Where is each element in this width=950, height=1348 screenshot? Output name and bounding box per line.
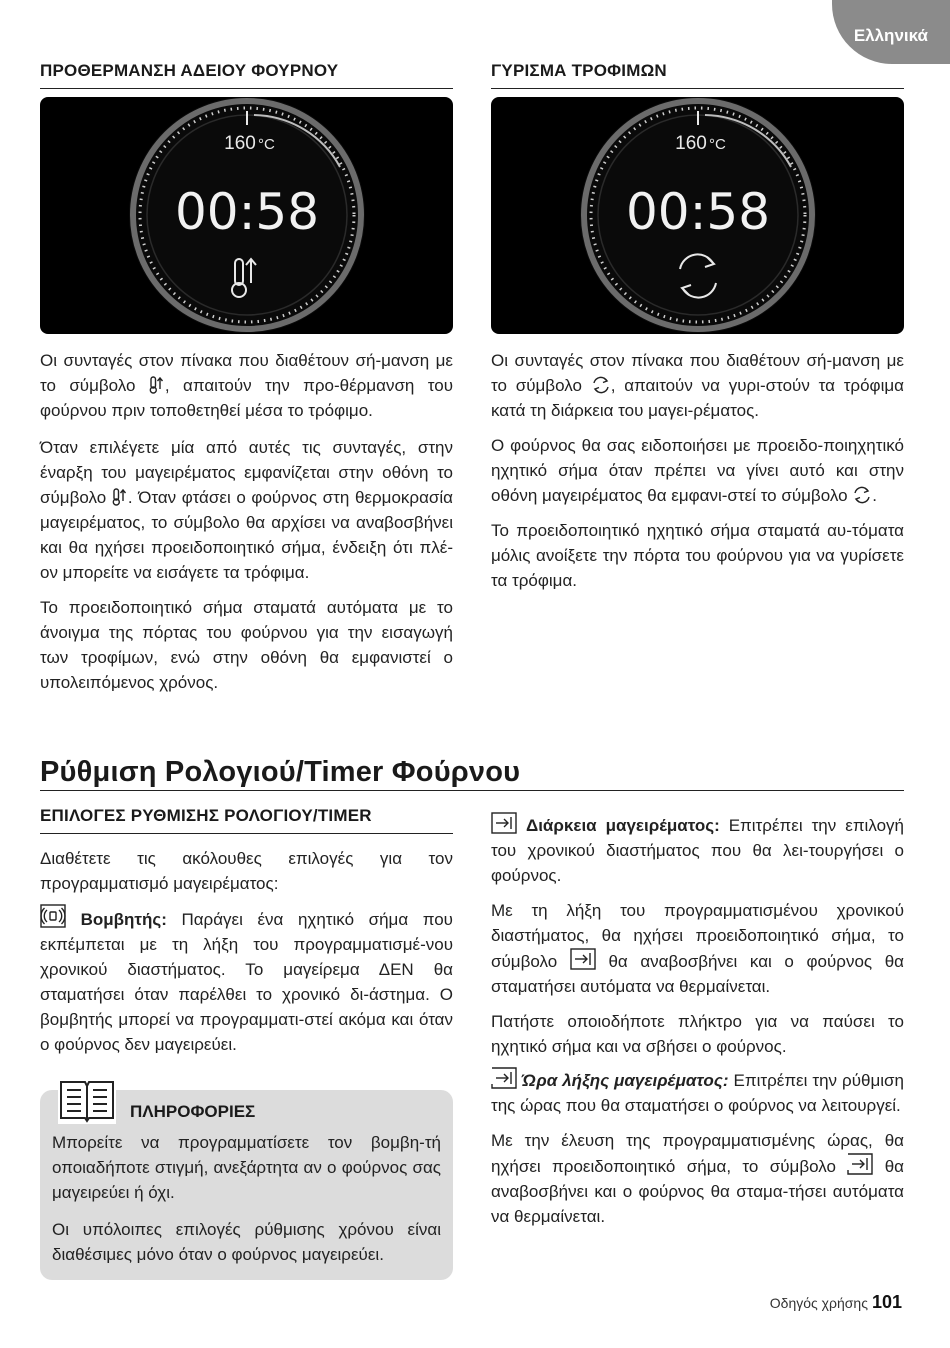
duration-paragraph-3: Πατήστε οποιοδήποτε πλήκτρο για να παύσει το ηχητικό σήμα και να σβήσει ο φούρνος.: [491, 1012, 904, 1056]
timer-options-right: [491, 812, 904, 1229]
turning-screen-image: [491, 97, 904, 334]
turning-screen-temp: 160: [675, 133, 707, 154]
turning-paragraph-1: Οι συνταγές στον πίνακα που διαθέτουν σή-μανση με το σύμβολο , απαιτούν να γυρι-στούν τα τρόφιμα κατά τη διάρκεια του μαγει-ρέματος.: [491, 351, 904, 420]
thermometer-up-icon: [112, 488, 128, 506]
timer-options-left: [40, 806, 453, 1057]
preheat-text: [40, 348, 453, 695]
turning-section: [491, 61, 904, 89]
preheat-paragraph-1: Οι συνταγές στον πίνακα που διαθέτουν σή-μανση με το σύμβολο , απαιτούν την προ-θέρμανση του φούρνου πριν τοποθετηθεί μέσα το τρόφιμο.: [40, 351, 453, 420]
info-title: ΠΛΗΡΟΦΟΡΙΕΣ: [130, 1102, 256, 1121]
buzzer-icon: [40, 904, 66, 928]
footer-label: Οδηγός χρήσης: [769, 1295, 868, 1311]
turning-heading: ΓΥΡΙΣΜΑ ΤΡΟΦΙΜΩΝ: [491, 61, 904, 89]
duration-icon: [491, 812, 517, 834]
turning-paragraph-2: Ο φούρνος θα σας ειδοποιήσει με προειδο-ποιηχητικό ηχητικό σήμα όταν πρέπει να γίνει αυτό και στην οθόνη μαγειρέματος θα εμφανι-στεί το σύμβολο .: [491, 436, 904, 505]
buzzer-label: Βομβητής:: [80, 910, 167, 929]
language-tab-label: Ελληνικά: [853, 26, 928, 45]
preheat-screen-temp: 160: [224, 133, 256, 154]
end-time-paragraph-2: Με την έλευση της προγραμματισμένης ώρας, θα ηχήσει προειδοποιητικό σήμα, το σύμβολο θα αναβοσβήνει και ο φούρνος θα σταμα-τήσει αυτόματα να θερμαίνεται.: [491, 1131, 904, 1226]
preheat-paragraph-3: Το προειδοποιητικό σήμα σταματά αυτόματα με το άνοιγμα της πόρτας του φούρνου για την εισαγωγή των τροφίμων, ενώ στην οθόνη θα εμφανιστεί ο υπολειπόμενος χρόνος.: [40, 598, 453, 692]
preheat-screen-time: 00:58: [174, 183, 320, 241]
duration-paragraph: [491, 812, 904, 888]
book-icon: [58, 1078, 116, 1124]
timer-intro: Διαθέτετε τις ακόλουθες επιλογές για τον προγραμματισμό μαγειρέματος:: [40, 849, 453, 893]
info-paragraph-1: Μπορείτε να προγραμματίσετε τον βομβη-τή οποιαδήποτε στιγμή, ανεξάρτητα αν ο φούρνος σας μαγειρεύει ή όχι.: [52, 1133, 441, 1202]
end-time-text: Επιτρέπει την ρύθμιση της ώρας που θα σταματήσει ο φούρνος να λειτουργεί.: [491, 1071, 904, 1115]
preheat-paragraph-2: Όταν επιλέγετε μία από αυτές τις συνταγές, στην έναρξη του μαγειρέματος εμφανίζεται στην οθόνη το σύμβολο . Όταν φτάσει ο φούρνος στη θερμοκρασία μαγειρέματος, το σύμβολο θα αρχίσει να αναβοσβήνει και θα ηχήσει προειδοποιητικό σήμα, ένδειξη ότι πλέ-ον μπορείτε να εισάγετε τα τρόφιμα.: [40, 438, 453, 582]
turning-screen-temp-unit: °C: [709, 136, 726, 153]
buzzer-text: Παράγει ένα ηχητικό σήμα που εκπέμπεται με τη λήξη του προγραμματισμέ-νου χρονικού διαστήματος. Το μαγείρεμα ΔΕΝ θα σταματήσει όταν παρέλθει το χρονικό δι-άστημα. Ο βομβητής μπορεί να προγραμματι-στεί ακόμα και όταν ο φούρνος δεν μαγειρεύει.: [40, 910, 453, 1054]
preheat-screen-image: [40, 97, 453, 334]
turn-food-icon: [591, 376, 611, 394]
turning-paragraph-3: Το προειδοποιητικό ηχητικό σήμα σταματά αυ-τόματα μόλις ανοίξετε την πόρτα του φούρνου για να γυρίσετε τα τρόφιμα.: [491, 521, 904, 590]
buzzer-paragraph: [40, 904, 453, 1057]
preheat-section: [40, 61, 453, 89]
turning-screen-time: 00:58: [625, 183, 771, 241]
preheat-heading: ΠΡΟΘΕΡΜΑΝΣΗ ΑΔΕΙΟΥ ΦΟΥΡΝΟΥ: [40, 61, 453, 89]
duration-icon: [570, 948, 596, 970]
preheat-screen-temp-unit: °C: [258, 136, 275, 153]
end-time-icon: [491, 1067, 517, 1089]
language-tab: [832, 0, 950, 64]
timer-heading: ΕΠΙΛΟΓΕΣ ΡΥΘΜΙΣΗΣ ΡΟΛΟΓΙΟΥ/TIMER: [40, 806, 453, 834]
page-title: Ρύθμιση Ρολογιού/Timer Φούρνου: [40, 756, 904, 791]
end-time-paragraph: [491, 1067, 904, 1118]
info-paragraph-2: Οι υπόλοιπες επιλογές ρύθμισης χρόνου είναι διαθέσιμες μόνο όταν ο φούρνος μαγειρεύει.: [52, 1220, 441, 1264]
end-time-icon: [847, 1153, 873, 1175]
page-footer: [770, 1292, 902, 1313]
duration-paragraph-2: Με τη λήξη του προγραμματισμένου χρονικού διαστήματος, θα ηχήσει προειδοποιητικό σήμα, το σύμβολο θα αναβοσβήνει και ο φούρνος θα σταματήσει αυτόματα να θερμαίνεται.: [491, 901, 904, 996]
turn-food-icon: [852, 486, 872, 504]
end-time-label: Ώρα λήξης μαγειρέματος:: [522, 1071, 729, 1090]
thermometer-up-icon: [149, 376, 165, 394]
page-number: 101: [871, 1292, 902, 1312]
info-box: [40, 1090, 453, 1280]
duration-text: Επιτρέπει την επιλογή του χρονικού διαστήματος που θα λει-τουργήσει ο φούρνος.: [491, 816, 904, 885]
duration-label: Διάρκεια μαγειρέματος:: [525, 816, 720, 835]
turning-text: [491, 348, 904, 593]
